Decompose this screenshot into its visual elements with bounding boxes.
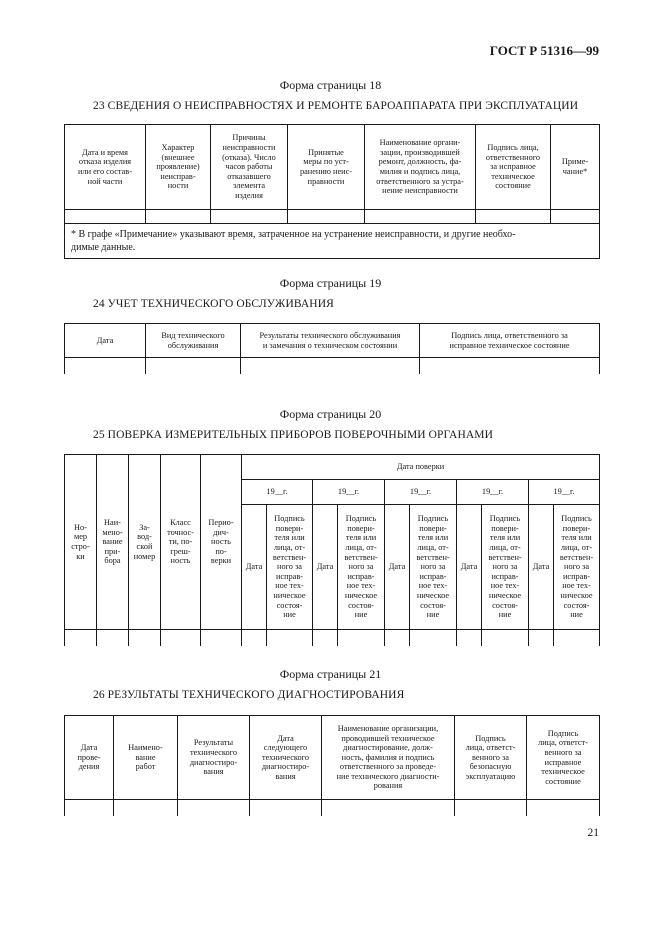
sub-col-signature-5: Подпись повери- теля или лица, от- ветствен- ного за исправ- ное тех- ническое состоя- ние [554,505,600,630]
col-maintenance-type: Вид технического обслуживания [146,324,241,358]
sub-col-signature-3: Подпись повери- теля или лица, от- ветствен- ного за исправ- ное тех- ническое состоя- ние [410,505,457,630]
col-measures-taken: Принятые меры по уст- ранению неис- правности [288,125,365,210]
col-safety-signature: Подпись лица, ответст- венного за безопасную эксплуатацию [455,716,527,800]
col-group-verification-date: Дата поверки [242,455,600,480]
footnote: * В графе «Примечание» указывают время, затраченное на устранение неисправности, и другие необхо- димые данные. [65,224,600,259]
col-verification-period: Перио- дич- ность по- верки [201,455,242,630]
year-label-2: 19__г. [313,480,385,505]
year-label-3: 19__г. [385,480,457,505]
col-instrument-name: Наи- мено- вание при- бора [97,455,129,630]
table-maintenance [64,323,600,374]
col-fault-datetime: Дата и время отказа изделия или его состав- ной части [65,125,146,210]
form-label-21: Форма страницы 21 [279,667,382,681]
table-instrument-verification [64,454,600,646]
section-23-title: 23 СВЕДЕНИЯ О НЕИСПРАВНОСТЯХ И РЕМОНТЕ БАРОАППАРАТА ПРИ ЭКСПЛУАТАЦИИ [93,100,579,112]
sub-col-date-5: Дата [529,505,554,630]
section-26-title: 26 РЕЗУЛЬТАТЫ ТЕХНИЧЕСКОГО ДИАГНОСТИРОВАНИЯ [93,689,405,701]
table-faults-repairs [64,124,600,259]
sub-col-date-1: Дата [242,505,267,630]
page-number: 21 [587,827,599,839]
col-maintenance-results: Результаты технического обслуживания и замечания о техническом состоянии [241,324,420,358]
col-fault-causes: Причины неисправности (отказа). Число часов работы отказавшего элемента изделия [211,125,288,210]
year-label-4: 19__г. [457,480,529,505]
col-diagnostics-organization: Наименование организации, проводившей техническое диагностирование, долж- ность, фамилия и подпись ответственного за проведе- ние технического диагности- рования [322,716,455,800]
year-label-5: 19__г. [529,480,600,505]
form-label-20: Форма страницы 20 [279,407,382,421]
col-responsible-signature: Подпись лица, ответст- венного за исправное техническое состояние [527,716,600,800]
col-diagnostics-date: Дата прове- дения [65,716,114,800]
col-fault-nature: Характер (внешнее проявление) неисправ- ности [146,125,211,210]
col-next-diagnostics-date: Дата следующего технического диагностиро- вания [250,716,322,800]
section-25-title: 25 ПОВЕРКА ИЗМЕРИТЕЛЬНЫХ ПРИБОРОВ ПОВЕРОЧНЫМИ ОРГАНАМИ [93,429,493,441]
table-diagnostics-results [64,715,600,816]
section-24-title: 24 УЧЕТ ТЕХНИЧЕСКОГО ОБСЛУЖИВАНИЯ [93,298,334,310]
sub-col-signature-4: Подпись повери- теля или лица, от- ветствен- ного за исправ- ное тех- ническое состоя- ние [482,505,529,630]
form-label-19: Форма страницы 19 [279,276,382,290]
col-row-number: Но- мер стро- ки [65,455,97,630]
col-diagnostics-results: Результаты технического диагностиро- вания [178,716,250,800]
sub-col-date-4: Дата [457,505,482,630]
col-accuracy-class: Класс точнос- ти, по- греш- ность [161,455,201,630]
col-responsible-signature: Подпись лица, ответственного за исправное техническое состояние [420,324,600,358]
col-repair-organization: Наименование органи- зации, производившей ремонт, должность, фа- милия и подпись лица, ответственного за устра- нение неисправности [365,125,476,210]
col-note: Приме- чание* [551,125,600,210]
table-row-empty [65,630,600,647]
col-work-name: Наимено- вание работ [114,716,178,800]
sub-col-date-2: Дата [313,505,338,630]
form-label-18: Форма страницы 18 [279,78,382,92]
sub-col-signature-1: Подпись повери- теля или лица, от- ветствен- ного за исправ- ное тех- ническое состоя- ние [267,505,313,630]
standard-designation: ГОСТ Р 51316—99 [489,43,599,58]
year-label-1: 19__г. [242,480,313,505]
col-responsible-signature: Подпись лица, ответственного за исправное техническое состояние [476,125,551,210]
col-serial-number: За- вод- ской номер [129,455,161,630]
sub-col-date-3: Дата [385,505,410,630]
table-row-empty [65,800,600,817]
col-date: Дата [65,324,146,358]
sub-col-signature-2: Подпись повери- теля или лица, от- ветствен- ного за исправ- ное тех- ническое состоя- ние [338,505,385,630]
table-row-empty [65,358,600,375]
table-row-empty [65,210,600,224]
